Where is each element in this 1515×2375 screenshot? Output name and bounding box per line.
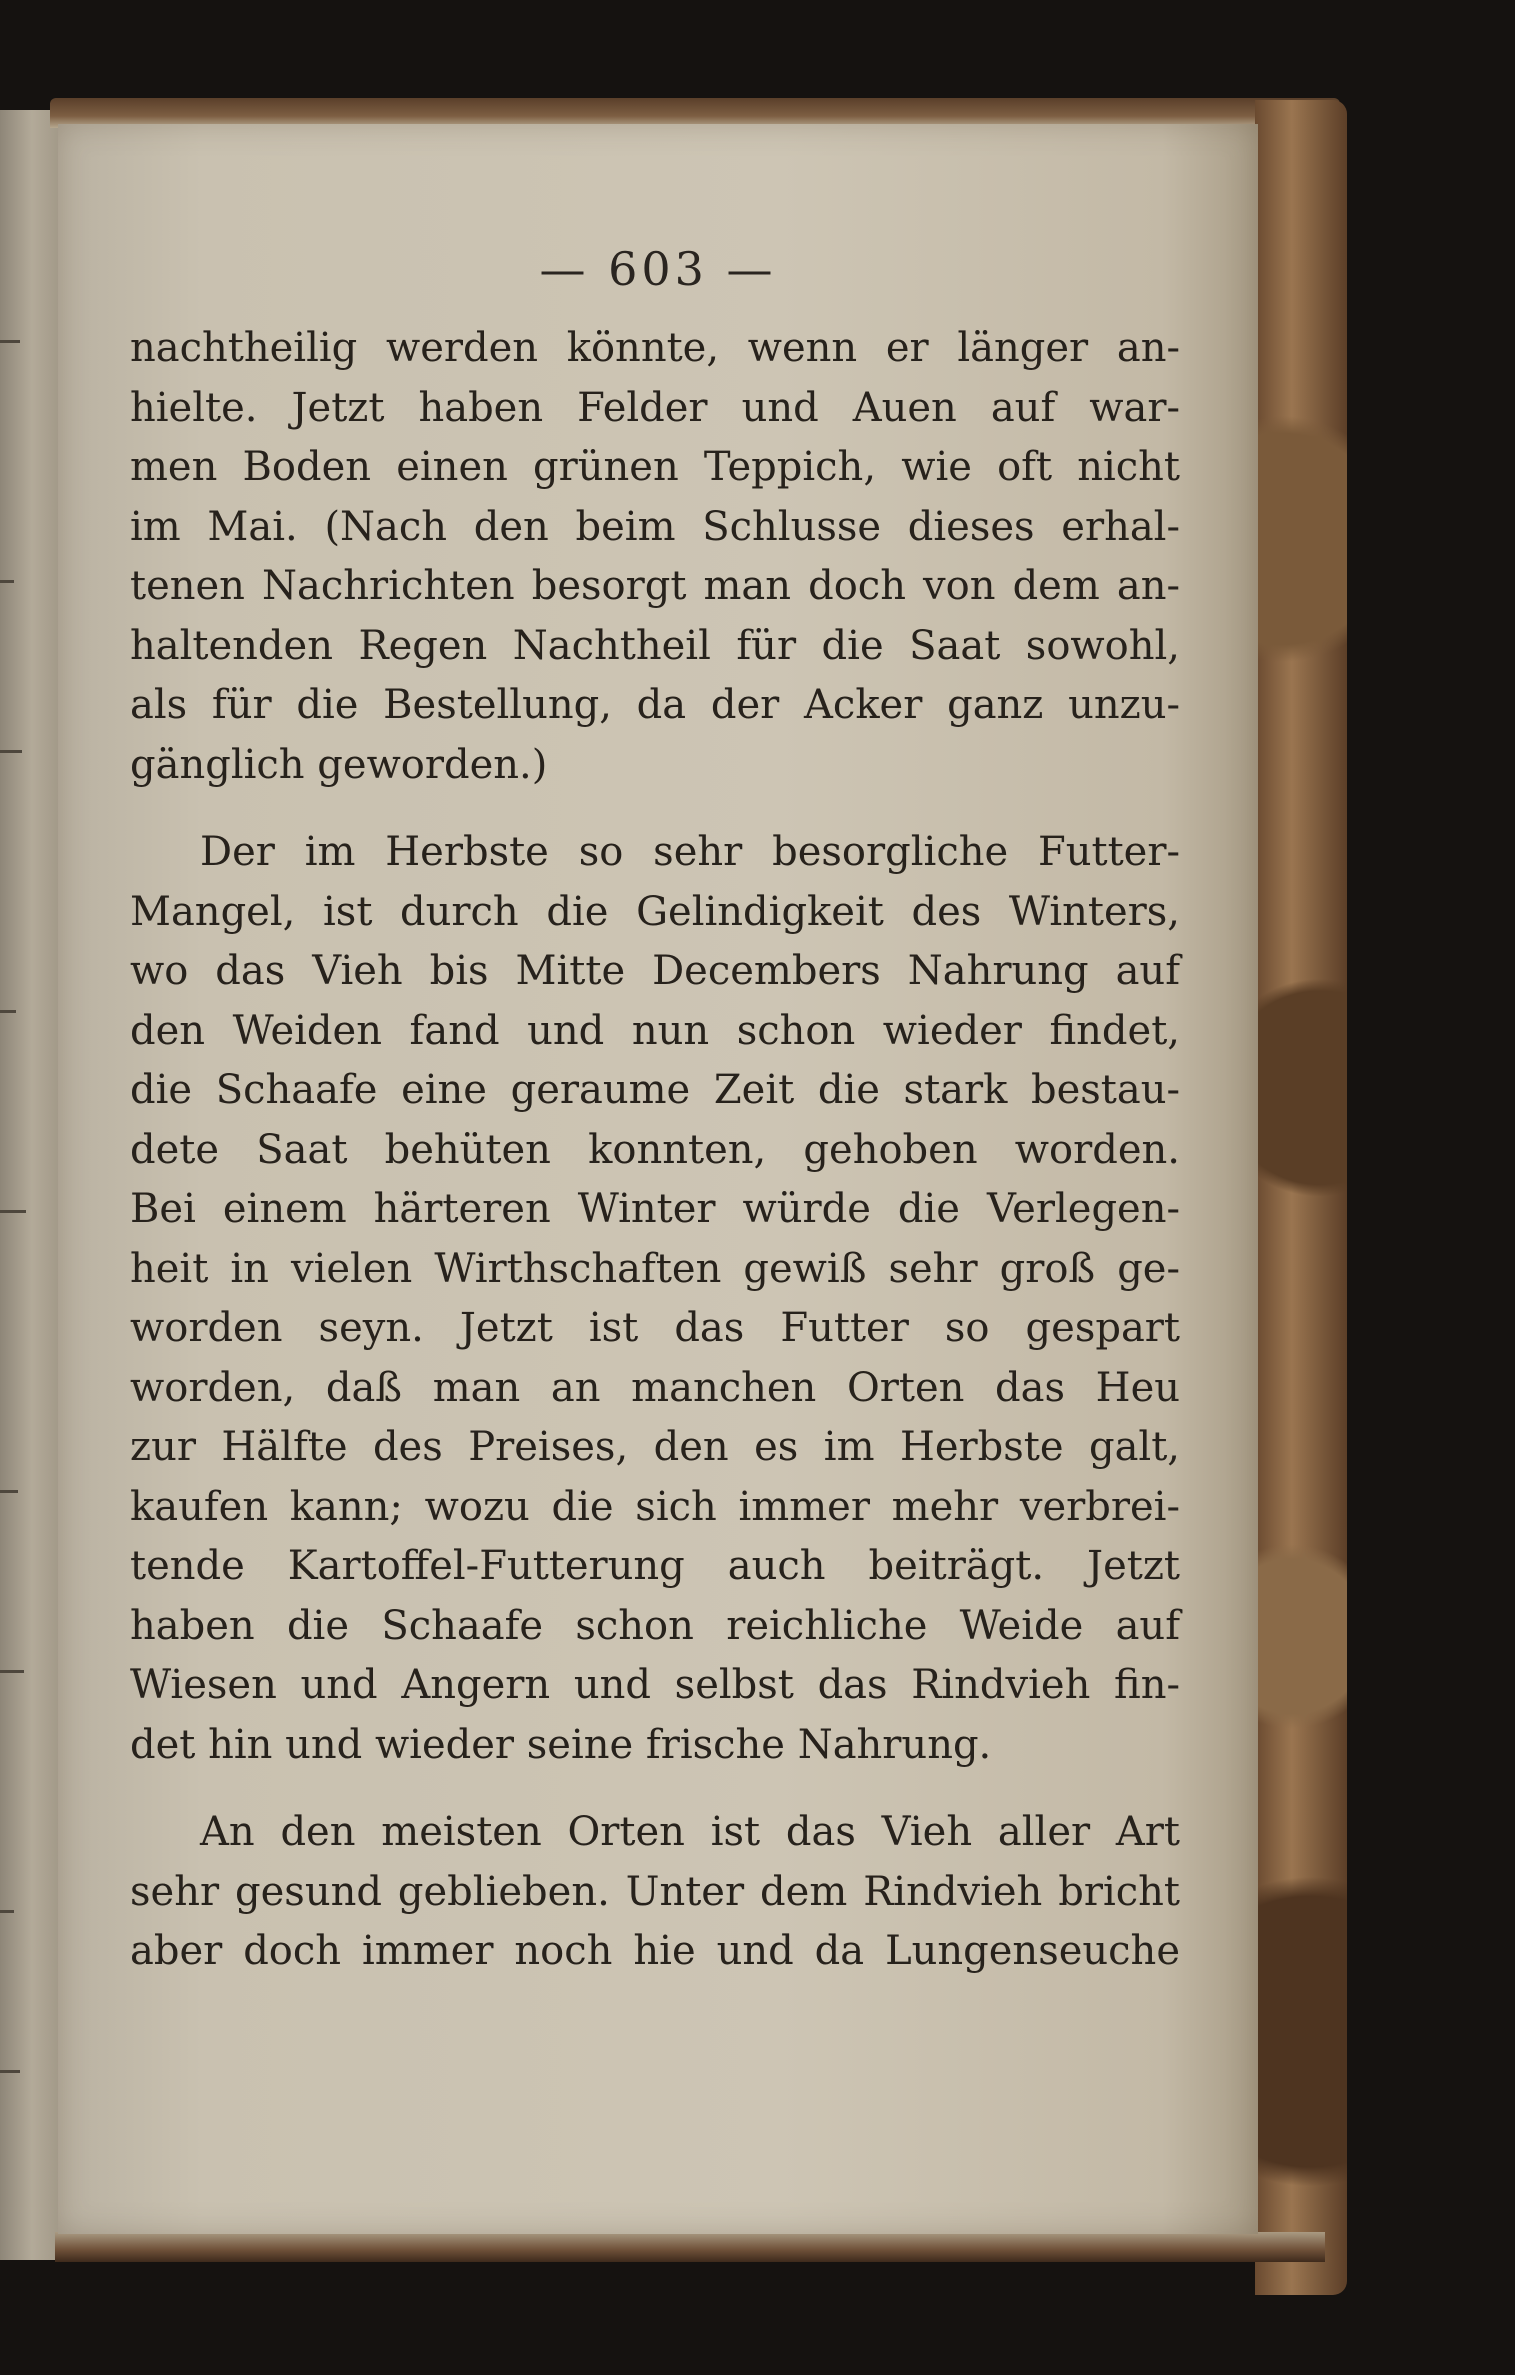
text-line: Bei einem härteren Winter würde die Verlegen- xyxy=(130,1186,1180,1232)
text-line: sehr gesund geblieben. Unter dem Rindvieh bricht xyxy=(130,1868,1180,1915)
text-line: aber doch immer noch hie und da Lungenseuche xyxy=(130,1928,1180,1974)
text-line: im Mai. (Nach den beim Schlusse dieses erhal- xyxy=(130,503,1180,550)
text-line: dete Saat behüten konnten, gehoben worden. xyxy=(130,1126,1180,1173)
paragraph-gap xyxy=(130,795,1180,823)
text-line: Der im Herbste so sehr besorgliche Futter- xyxy=(200,829,1180,875)
text-line: tende Kartoffel-Futterung auch beiträgt. Jetzt xyxy=(130,1543,1180,1589)
adjacent-page-edge xyxy=(0,110,60,2260)
paragraph-3 xyxy=(130,1803,1180,1982)
text-line: kaufen kann; wozu die sich immer mehr verbrei- xyxy=(130,1483,1180,1530)
text-line: Mangel, ist durch die Gelindigkeit des Winters, xyxy=(130,888,1180,935)
paragraph-2 xyxy=(130,823,1180,1775)
text-line: zur Hälfte des Preises, den es im Herbste galt, xyxy=(130,1424,1180,1470)
text-line: den Weiden fand und nun schon wieder findet, xyxy=(130,1007,1180,1054)
text-line: det hin und wieder seine frische Nahrung. xyxy=(130,1721,992,1768)
text-line: haben die Schaafe schon reichliche Weide auf xyxy=(130,1602,1180,1649)
paragraph-gap xyxy=(130,1775,1180,1803)
page-number: — 603 — xyxy=(539,242,777,296)
text-line: worden seyn. Jetzt ist das Futter so gespart xyxy=(130,1305,1180,1351)
text-line: men Boden einen grünen Teppich, wie oft nicht xyxy=(130,444,1180,490)
text-line: worden, daß man an manchen Orten das Heu xyxy=(130,1364,1180,1411)
book-page xyxy=(58,124,1258,2234)
text-line: nachtheilig werden könnte, wenn er länger an- xyxy=(130,325,1180,371)
book-cover-binding xyxy=(1255,100,1347,2295)
text-line: Wiesen und Angern und selbst das Rindvieh fin- xyxy=(130,1662,1180,1708)
body-text xyxy=(130,319,1180,1982)
text-line: wo das Vieh bis Mitte Decembers Nahrung auf xyxy=(130,948,1180,994)
text-line: heit in vielen Wirthschaften gewiß sehr groß ge- xyxy=(130,1245,1180,1292)
text-line: die Schaafe eine geraume Zeit die stark bestau- xyxy=(130,1067,1180,1113)
paragraph-1 xyxy=(130,319,1180,795)
text-line: tenen Nachrichten besorgt man doch von dem an- xyxy=(130,563,1180,609)
text-line: hielte. Jetzt haben Felder und Auen auf war- xyxy=(130,384,1180,431)
text-line: als für die Bestellung, da der Acker ganz unzu- xyxy=(130,682,1180,728)
text-line: An den meisten Orten ist das Vieh aller Art xyxy=(200,1809,1180,1855)
text-line: gänglich geworden.) xyxy=(130,741,548,788)
book-bottom-edge xyxy=(55,2232,1325,2262)
text-line: haltenden Regen Nachtheil für die Saat sowohl, xyxy=(130,622,1180,669)
